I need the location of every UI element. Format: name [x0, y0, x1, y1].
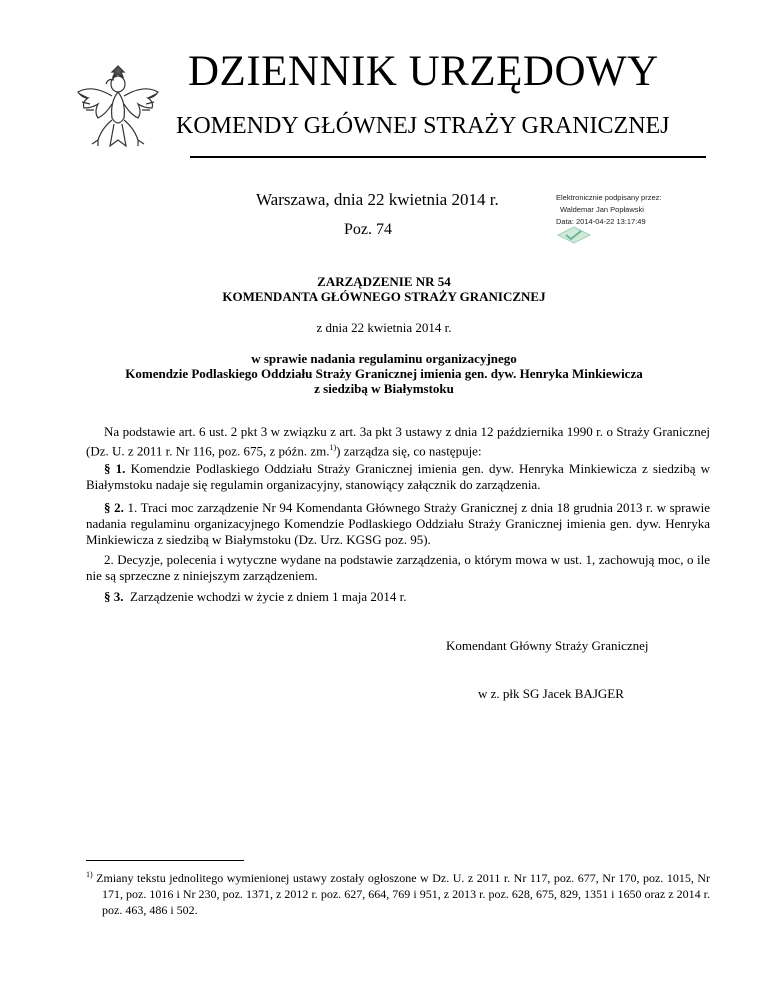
footnote-text: Zmiany tekstu jednolitego wymienionej ustawy zostały ogłoszone w Dz. U. z 2011 r. Nr 117, poz. 677, Nr 170, poz. 1015, Nr 171, poz. 1016 i Nr 230, poz. 1371, z 2012 r. poz. 627, 664, 769 i 951, z 2013 r. poz. 628, 675, 829, 1351 i 1650 oraz z 2014 r. poz. 463, 486 i 502. — [92, 871, 710, 917]
electronic-signature — [556, 192, 661, 228]
eagle-emblem-icon — [68, 58, 168, 158]
preamble-text-b: ) zarządza się, co następuje: — [336, 443, 482, 459]
subject-line-1: w sprawie nadania regulaminu organizacyjnego — [251, 351, 517, 366]
subject-line-3: z siedzibą w Białymstoku — [314, 381, 454, 396]
act-issuer: KOMENDANTA GŁÓWNEGO STRAŻY GRANICZNEJ — [222, 289, 546, 304]
journal-title: DZIENNIK URZĘDOWY — [188, 48, 659, 95]
preamble — [86, 424, 710, 459]
place-date: Warszawa, dnia 22 kwietnia 2014 r. — [256, 190, 499, 209]
act-number: ZARZĄDZENIE NR 54 — [317, 274, 451, 289]
act-subject — [0, 351, 768, 396]
section-3-text: Zarządzenie wchodzi w życie z dniem 1 maja 2014 r. — [123, 589, 407, 604]
section-1-text: Komendzie Podlaskiego Oddziału Straży Granicznej imienia gen. dyw. Henryka Minkiewicza z siedzibą w Białymstoku nadaje się regulamin organizacyjny, stanowiący załącznik do zarządzenia. — [86, 461, 711, 492]
section-2-text: 1. Traci moc zarządzenie Nr 94 Komendanta Głównego Straży Granicznej z dnia 18 grudnia 2013 r. w sprawie nadania regulaminu organizacyjnego Komendzie Podlaskiego Oddziału Straży Granicznej imienia gen. dyw. Henryka Minkiewicza z siedzibą w Białymstoku (Dz. Urz. KGSG poz. 95). — [86, 500, 711, 547]
signer-name: w z. płk SG Jacek BAJGER — [478, 686, 624, 701]
section-1 — [86, 461, 710, 493]
section-3-label: § 3. — [104, 589, 124, 604]
act-date: z dnia 22 kwietnia 2014 r. — [316, 320, 452, 335]
section-2 — [86, 500, 710, 548]
footnote — [86, 867, 710, 918]
signer-title: Komendant Główny Straży Granicznej — [446, 638, 649, 653]
journal-subtitle: KOMENDY GŁÓWNEJ STRAŻY GRANICZNEJ — [176, 113, 670, 139]
subject-line-2: Komendzie Podlaskiego Oddziału Straży Granicznej imienia gen. dyw. Henryka Minkiewicza — [125, 366, 643, 381]
header-divider — [190, 156, 706, 158]
section-1-label: § 1. — [104, 461, 126, 476]
section-3 — [86, 589, 710, 605]
footnote-ref: 1) — [329, 443, 337, 452]
signature-check-icon — [556, 226, 592, 244]
preamble-text-a: Na podstawie art. 6 ust. 2 pkt 3 w związku z art. 3a pkt 3 ustawy z dnia 12 października 1990 r. o Straży Granicznej (Dz. U. z 2011 r. Nr 116, poz. 675, z późn. zm. — [86, 424, 710, 459]
position-number: Poz. 74 — [344, 221, 392, 238]
footnote-divider — [86, 860, 244, 861]
signature-line-2: Waldemar Jan Popławski — [560, 205, 644, 214]
section-2-label: § 2. — [104, 500, 124, 515]
section-2-point-2: 2. Decyzje, polecenia i wytyczne wydane na podstawie zarządzenia, o którym mowa w ust. 1, zachowują moc, o ile nie są sprzeczne z niniejszym zarządzeniem. — [86, 552, 710, 583]
signature-line-1: Elektronicznie podpisany przez: — [556, 193, 662, 202]
signature-line-3: Data: 2014-04-22 13:17:49 — [556, 217, 646, 226]
footnote-marker: 1) — [86, 870, 93, 879]
